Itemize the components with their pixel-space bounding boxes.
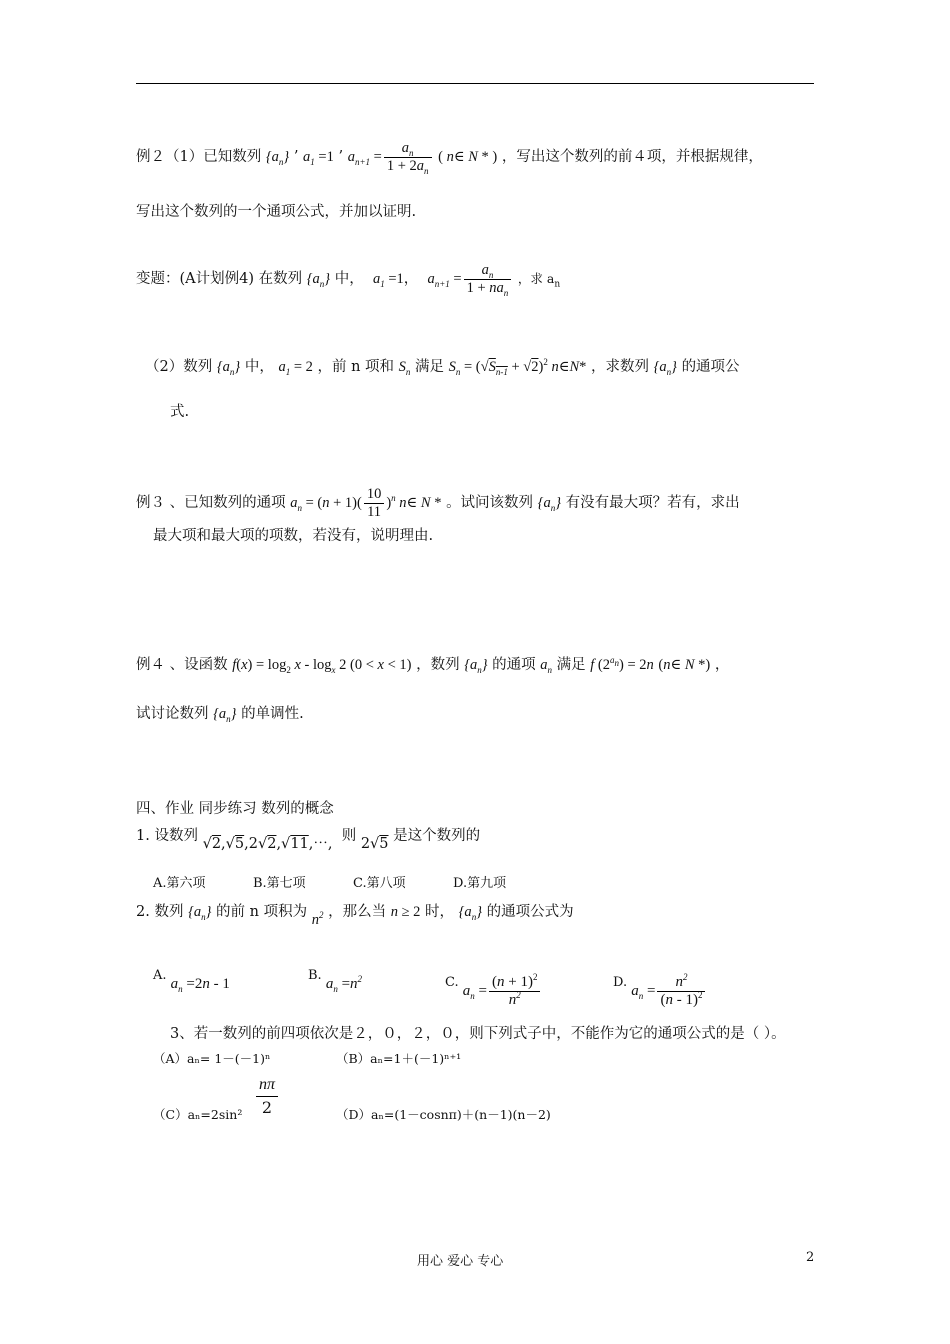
hw-title: 四、作业 同步练习 数列的概念 [136, 801, 334, 817]
ex2-seq: $\{a_n\}$ [265, 148, 290, 167]
ex2b-line2: 式. [170, 404, 190, 420]
ex2b-seq2: $\{a_n\}$ [653, 359, 677, 377]
variant-recurrence: $a_{n+1}$ = $\frac{a_n}{1 + na_n}$ [427, 271, 513, 287]
ex3-line2: 最大项和最大项的项数，若没有，说明理由. [153, 528, 434, 544]
hw-q2-seq2: $\{a_n\}$ [458, 904, 482, 922]
header-rule [136, 83, 814, 84]
variant-seq: $\{a_n\}$ [306, 270, 331, 289]
ex4-line1: 例４ 、设函数 $f(x) = \log_2 x - \log_x 2$ (0 < x < 1) ，数列 $\{a_n\}$ 的通项 $a_n$ 满足 f $(2^{a_n}) = 2n$ (n∈ N *) ， [136, 655, 730, 675]
hw-q1-option-a: A.第六项 [153, 876, 206, 891]
ex2b-sn: $S_n$ [398, 359, 411, 377]
hw-q2-option-c: C. $a_n$ = $\frac{(n + 1)^2}{n^2}$ [445, 965, 542, 1000]
ex3-formula: $a_n = (n + 1)$( $\frac{10}{11}$ )$^n$ n∈ N * [290, 486, 442, 520]
ex2-domain: ( n∈ N * ) [438, 148, 498, 165]
variant-line: 变题：(A计划例4) 在数列 $\{a_n\}$ 中， $a_1 =1$， $a_{n+1}$ = $\frac{a_n}{1 + na_n}$ ，求 $a_n$ [136, 262, 561, 298]
ex4-seq: $\{a_n\}$ [464, 657, 488, 675]
ex2-line2: 写出这个数列的一个通项公式，并加以证明. [136, 204, 417, 220]
ex3-seq: $\{a_n\}$ [537, 494, 562, 513]
ex4-function: $f(x) = \log_2 x - \log_x 2$ (0 < x < 1) [232, 657, 412, 675]
variant-task: ，求 $a_n$ [517, 270, 561, 290]
hw-q3-option-a: （A）aₙ= 1－(－1)ⁿ [153, 1051, 271, 1066]
hw-q1-term: 2√5 [360, 836, 389, 852]
hw-q2-option-b: B. $a_n =n^2$ [308, 968, 363, 994]
hw-q2-option-a: A. $a_n =2n - 1$ [153, 968, 230, 994]
ex2b-line1: （2）数列 $\{a_n\}$ 中， $a_1 = 2$ ，前 n 项和 $S_n$ 满足 $S_n = (√S_{n-1} + √2)^2$ n∈N* ，求数列 $\{a_n\}$ 的通项公 [145, 357, 740, 377]
ex2-a1: $a_1 =1$ [303, 148, 334, 167]
page-number: 2 [806, 1250, 815, 1265]
hw-q3-option-d: （D）aₙ=(1－cosnπ)＋(n－1)(n－2) [336, 1107, 551, 1122]
hw-q1-option-c: C.第八项 [353, 876, 406, 891]
hw-q3-option-c: （C）aₙ=2sin² [153, 1107, 243, 1122]
variant-a1: $a_1 =1$， [372, 270, 419, 289]
ex2b-a1: $a_1 = 2$ [278, 359, 313, 377]
variant-intro: 变题：(A计划例4) 在数列 [136, 270, 303, 287]
hw-q2-n2: $n^2$ [311, 910, 324, 928]
hw-q1: 1. 设数列 √2,√5,2√2,√11,⋯, 则 2√5 是这个数列的 [136, 828, 481, 852]
ex2-intro: 例２（1）已知数列 [136, 148, 262, 165]
ex2-recurrence: $a_{n+1}$ = $\frac{a_n}{1 + 2a_n}$ [348, 149, 434, 165]
ex2-line1: 例２（1）已知数列 $\{a_n\}$ ’ $a_1 =1$ ’ $a_{n+1}$ = $\frac{a_n}{1 + 2a_n}$ ( n∈ N * ) ，写出这个数列的前４项，并根据规律， [136, 140, 763, 176]
hw-q1-option-b: B.第七项 [253, 876, 306, 891]
hw-q3-option-b: （B）aₙ=1＋(－1)ⁿ⁺¹ [336, 1051, 462, 1066]
hw-q1-seq: √2,√5,2√2,√11,⋯, [202, 836, 333, 852]
footer-slogan: 用心 爱心 专心 [417, 1254, 504, 1269]
ex4-condition: f $(2^{a_n}) = 2n$ [590, 655, 654, 673]
ex2b-formula: $S_n = (√S_{n-1} + √2)^2$ n∈N* [448, 357, 587, 377]
hw-q3-option-c-fraction: $\frac{n\pi}{2}$ [256, 1074, 278, 1119]
ex2b-seq: $\{a_n\}$ [216, 359, 241, 377]
hw-q2: 2. 数列 $\{a_n\}$ 的前 n 项积为 $n^2$ ，那么当 n ≥ 2 时， $\{a_n\}$ 的通项公式为 [136, 904, 574, 928]
hw-q1-option-d: D.第九项 [453, 876, 507, 891]
hw-q3: 3、若一数列的前四项依次是２，０，２，０，则下列式子中，不能作为它的通项公式的是（ ）。 [170, 1026, 786, 1042]
hw-q2-cond: n ≥ 2 [390, 904, 421, 920]
ex4-an: $a_n$ [540, 657, 553, 675]
hw-q2-seq: $\{a_n\}$ [188, 904, 212, 922]
ex4-domain: (n∈ N *) [658, 657, 711, 673]
ex2-task: ，写出这个数列的前４项，并根据规律， [501, 148, 763, 165]
ex4-line2: 试讨论数列 $\{a_n\}$ 的单调性. [136, 706, 304, 724]
ex4-seq2: $\{a_n\}$ [213, 706, 237, 724]
hw-q2-option-d: D. $a_n$ = $\frac{n^2}{(n - 1)^2}$ [613, 965, 707, 1000]
ex3-line1: 例３ 、已知数列的通项 $a_n = (n + 1)$( $\frac{10}{11}$ )$^n$ n∈ N * 。试问该数列 $\{a_n\}$ 有没有最大项？若有，求出 [136, 486, 740, 520]
